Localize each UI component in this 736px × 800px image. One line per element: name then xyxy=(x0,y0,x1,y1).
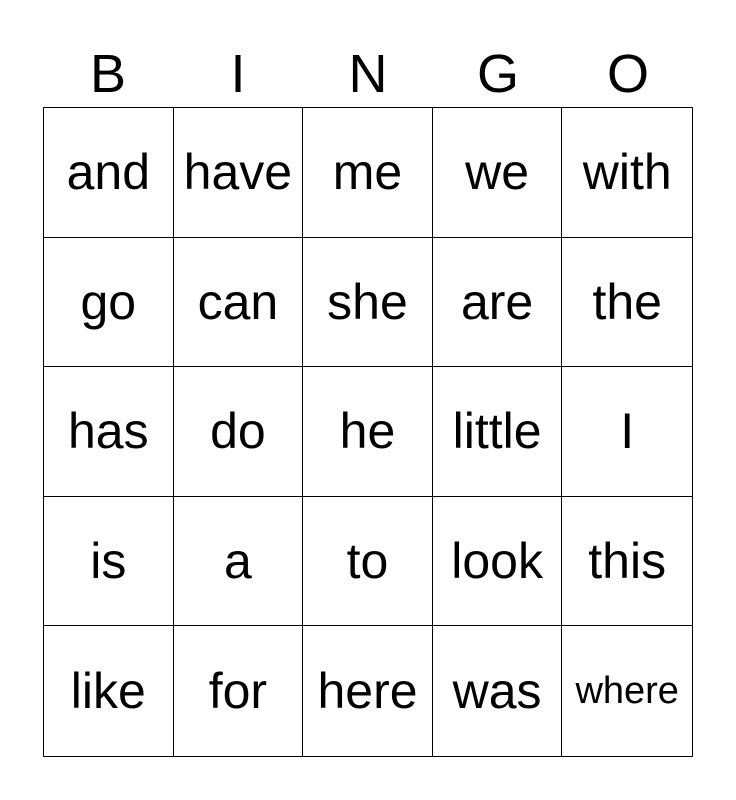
bingo-cell: here xyxy=(303,626,433,756)
header-letter-g: G xyxy=(476,44,519,104)
bingo-cell: have xyxy=(174,108,304,238)
bingo-cell: look xyxy=(433,497,563,627)
bingo-cell: was xyxy=(433,626,563,756)
bingo-cell: go xyxy=(44,238,174,368)
bingo-cell: and xyxy=(44,108,174,238)
bingo-cell: he xyxy=(303,367,433,497)
bingo-cell: a xyxy=(174,497,304,627)
bingo-cell: this xyxy=(562,497,692,627)
header-letter-i: I xyxy=(230,44,246,104)
bingo-cell: me xyxy=(303,108,433,238)
bingo-cell: can xyxy=(174,238,304,368)
bingo-cell: with xyxy=(562,108,692,238)
bingo-header xyxy=(43,40,693,108)
bingo-cell: I xyxy=(562,367,692,497)
bingo-cell: are xyxy=(433,238,563,368)
bingo-cell: for xyxy=(174,626,304,756)
bingo-cell: she xyxy=(303,238,433,368)
bingo-cell: little xyxy=(433,367,563,497)
bingo-cell: like xyxy=(44,626,174,756)
bingo-cell: has xyxy=(44,367,174,497)
bingo-cell: to xyxy=(303,497,433,627)
header-letter-b: B xyxy=(89,44,127,104)
bingo-cell: we xyxy=(433,108,563,238)
bingo-card xyxy=(43,107,693,757)
bingo-cell: is xyxy=(44,497,174,627)
header-letter-o: O xyxy=(606,44,649,104)
bingo-cell: do xyxy=(174,367,304,497)
header-letter-n: N xyxy=(348,44,388,104)
bingo-cell: the xyxy=(562,238,692,368)
bingo-cell: where xyxy=(575,669,679,712)
